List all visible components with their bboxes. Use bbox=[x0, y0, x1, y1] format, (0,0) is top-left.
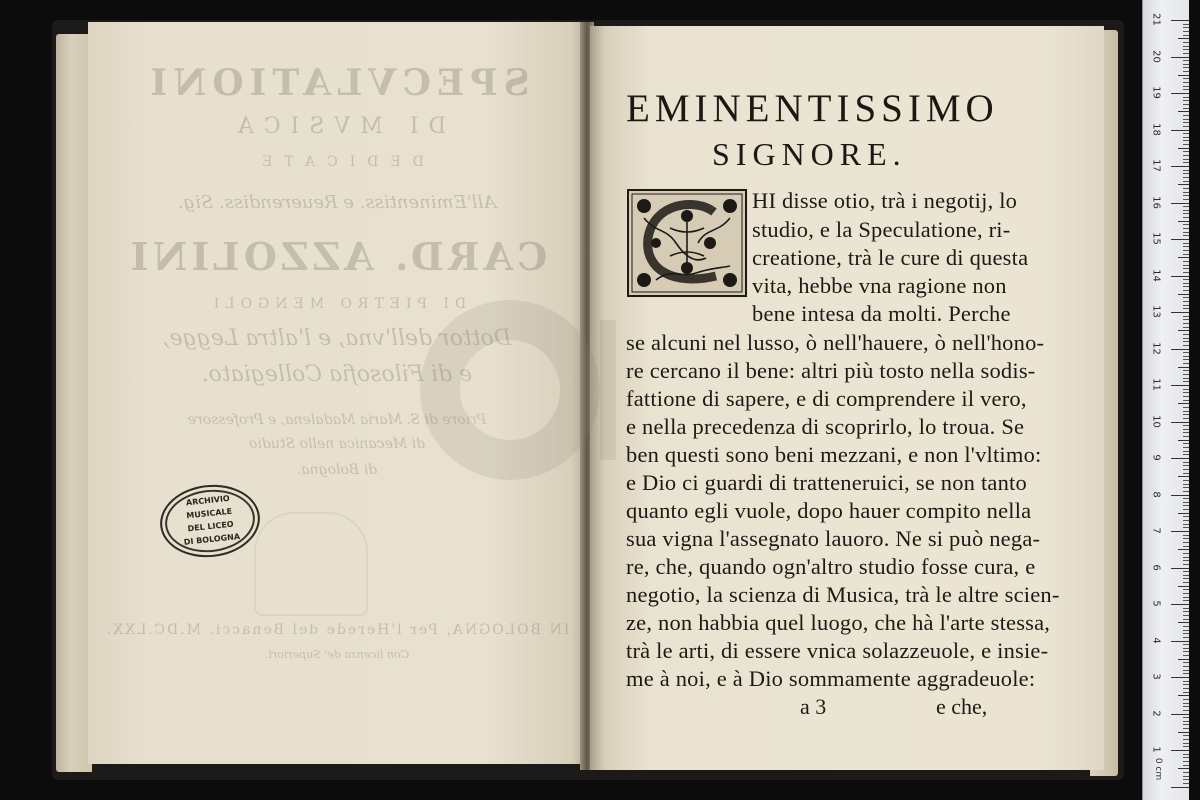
ruler-tick bbox=[1171, 239, 1189, 240]
ruler-tick bbox=[1183, 637, 1189, 638]
ruler-tick bbox=[1171, 531, 1189, 532]
ruler-tick bbox=[1183, 520, 1189, 521]
ruler-tick bbox=[1183, 232, 1189, 233]
ruler-tick bbox=[1183, 272, 1189, 273]
ruler-tick bbox=[1171, 714, 1189, 715]
measuring-ruler bbox=[1142, 0, 1189, 800]
ruler-number: 9 bbox=[1150, 454, 1162, 461]
ruler-tick bbox=[1178, 476, 1189, 477]
ruler-tick bbox=[1183, 681, 1189, 682]
ruler-number: 14 bbox=[1150, 268, 1162, 282]
ruler-tick bbox=[1183, 162, 1189, 163]
ruler-number: 12 bbox=[1150, 341, 1162, 355]
ruler-tick bbox=[1183, 509, 1189, 510]
ruler-tick bbox=[1183, 487, 1189, 488]
ruler-tick bbox=[1183, 24, 1189, 25]
ruler-number: 2 bbox=[1150, 709, 1162, 717]
ruler-tick bbox=[1183, 283, 1189, 284]
ruler-tick bbox=[1183, 772, 1189, 773]
ruler-tick bbox=[1183, 53, 1189, 54]
ruler-tick bbox=[1183, 765, 1189, 766]
ruler-tick bbox=[1183, 505, 1189, 506]
heading-eminentissimo: EMINENTISSIMO bbox=[626, 87, 999, 130]
ruler-tick bbox=[1183, 600, 1189, 601]
bleed-through-title-page: SPECVLATIONI DI MVSICA DEDICATE All'Eminentiss. e Reuerendiss. Sig. CARD. AZZOLINI DI PIETRO MENGOLI Dottor dell'vna, e l'altra Legge, e di Filosofia Collegiato. Priore di S. Maria Madalena, e Professore di Mecanica nello Studio di Bologna. IN BOLOGNA, Per l'Herede del Benacci. M.DC.LXX. Con licenza de' Superiori. bbox=[104, 62, 570, 661]
ruler-tick bbox=[1183, 593, 1189, 594]
ruler-number: 10 bbox=[1150, 414, 1162, 428]
ruler-tick bbox=[1178, 294, 1189, 295]
ruler-tick bbox=[1183, 443, 1189, 444]
ruler-tick bbox=[1183, 308, 1189, 309]
ruler-tick bbox=[1183, 743, 1189, 744]
ruler-tick bbox=[1183, 140, 1189, 141]
ruler-tick bbox=[1183, 27, 1189, 28]
ruler-tick bbox=[1183, 454, 1189, 455]
ruler-tick bbox=[1183, 301, 1189, 302]
ruler-tick bbox=[1183, 206, 1189, 207]
ruler-tick bbox=[1183, 754, 1189, 755]
ruler-tick bbox=[1183, 465, 1189, 466]
ruler-tick bbox=[1183, 323, 1189, 324]
ruler-tick bbox=[1183, 575, 1189, 576]
ruler-tick bbox=[1171, 787, 1189, 788]
ruler-tick bbox=[1183, 122, 1189, 123]
ruler-tick bbox=[1183, 334, 1189, 335]
ruler-tick bbox=[1183, 144, 1189, 145]
ruler-tick bbox=[1183, 757, 1189, 758]
ruler-tick bbox=[1183, 67, 1189, 68]
ruler-tick bbox=[1183, 648, 1189, 649]
ruler-tick bbox=[1183, 480, 1189, 481]
ruler-tick bbox=[1183, 776, 1189, 777]
ruler-tick bbox=[1183, 644, 1189, 645]
ruler-tick bbox=[1178, 38, 1189, 39]
ruler-tick bbox=[1178, 622, 1189, 623]
ruler-tick bbox=[1183, 192, 1189, 193]
ruler-tick bbox=[1183, 418, 1189, 419]
ruler-tick bbox=[1178, 221, 1189, 222]
ruler-tick bbox=[1171, 604, 1189, 605]
text-line: e Dio ci guardi di tratteneruici, se non tanto bbox=[626, 470, 1027, 495]
ruler-tick bbox=[1171, 57, 1189, 58]
ruler-tick bbox=[1171, 677, 1189, 678]
ruler-tick bbox=[1183, 177, 1189, 178]
ruler-tick bbox=[1183, 491, 1189, 492]
ruler-tick bbox=[1183, 100, 1189, 101]
ruler-tick bbox=[1171, 166, 1189, 167]
ruler-tick bbox=[1183, 137, 1189, 138]
ruler-tick bbox=[1183, 246, 1189, 247]
ruler-number: 19 bbox=[1150, 86, 1162, 99]
ruler-tick bbox=[1183, 338, 1189, 339]
decorated-initial-c bbox=[626, 188, 748, 298]
ruler-tick bbox=[1183, 688, 1189, 689]
ruler-tick bbox=[1183, 670, 1189, 671]
ruler-tick bbox=[1183, 666, 1189, 667]
ruler-tick bbox=[1183, 155, 1189, 156]
ruler-tick bbox=[1183, 265, 1189, 266]
text-line: creatione, trà le cure di questa bbox=[752, 245, 1029, 270]
ruler-tick bbox=[1183, 316, 1189, 317]
ruler-tick bbox=[1183, 363, 1189, 364]
ruler-tick bbox=[1183, 151, 1189, 152]
text-line: re, che, quando ogn'altro studio fosse cura, e bbox=[626, 554, 1036, 579]
text-line: studio, e la Speculatione, ri- bbox=[752, 217, 1011, 242]
stamp-line: MUSICALE bbox=[185, 506, 233, 521]
ruler-tick bbox=[1171, 568, 1189, 569]
ruler-tick bbox=[1171, 495, 1189, 496]
text-line: re cercano il bene: altri più tosto nella sodis- bbox=[626, 358, 1036, 383]
ruler-number: 5 bbox=[1150, 600, 1162, 607]
ruler-tick bbox=[1183, 739, 1189, 740]
ruler-number: 17 bbox=[1150, 159, 1162, 172]
ruler-tick bbox=[1183, 224, 1189, 225]
ruler-tick bbox=[1178, 513, 1189, 514]
ruler-tick bbox=[1183, 535, 1189, 536]
ruler-tick bbox=[1183, 78, 1189, 79]
ruler-tick bbox=[1183, 626, 1189, 627]
ruler-tick bbox=[1183, 557, 1189, 558]
ruler-tick bbox=[1183, 159, 1189, 160]
ruler-tick bbox=[1183, 126, 1189, 127]
ruler-tick bbox=[1178, 732, 1189, 733]
ruler-tick bbox=[1183, 261, 1189, 262]
ruler-tick bbox=[1183, 651, 1189, 652]
ruler-tick bbox=[1183, 414, 1189, 415]
stamp-line: DI BOLOGNA bbox=[183, 531, 241, 547]
ruler-tick bbox=[1183, 170, 1189, 171]
ruler-tick bbox=[1183, 64, 1189, 65]
stamp-line: DEL LICEO bbox=[187, 519, 235, 534]
heading-signore: SIGNORE. bbox=[712, 136, 907, 172]
ruler-tick bbox=[1183, 498, 1189, 499]
ruler-tick bbox=[1183, 133, 1189, 134]
ruler-tick bbox=[1183, 378, 1189, 379]
ruler-tick bbox=[1183, 279, 1189, 280]
ruler-tick bbox=[1183, 425, 1189, 426]
ruler-number: 6 bbox=[1150, 563, 1162, 571]
ruler-tick bbox=[1183, 381, 1189, 382]
ruler-tick bbox=[1183, 633, 1189, 634]
ruler-tick bbox=[1171, 312, 1189, 313]
ruler-tick bbox=[1183, 516, 1189, 517]
ruler-tick bbox=[1183, 181, 1189, 182]
ruler-number: 16 bbox=[1150, 195, 1162, 209]
ruler-tick bbox=[1183, 210, 1189, 211]
ruler-tick bbox=[1183, 710, 1189, 711]
ruler-tick bbox=[1183, 619, 1189, 620]
ruler-tick bbox=[1183, 400, 1189, 401]
ruler-tick bbox=[1178, 111, 1189, 112]
ruler-tick bbox=[1183, 352, 1189, 353]
ruler-tick bbox=[1183, 327, 1189, 328]
ruler-tick bbox=[1183, 655, 1189, 656]
ruler-tick bbox=[1183, 35, 1189, 36]
ruler-tick bbox=[1183, 546, 1189, 547]
ruler-tick bbox=[1183, 761, 1189, 762]
ruler-tick bbox=[1183, 673, 1189, 674]
ruler-tick bbox=[1178, 440, 1189, 441]
ruler-tick bbox=[1183, 560, 1189, 561]
ruler-tick bbox=[1183, 108, 1189, 109]
ruler-tick bbox=[1183, 254, 1189, 255]
ruler-tick bbox=[1183, 407, 1189, 408]
ruler-tick bbox=[1183, 286, 1189, 287]
ruler-tick bbox=[1183, 228, 1189, 229]
ruler-tick bbox=[1178, 148, 1189, 149]
text-line: me à noi, e à Dio sommamente aggradeuole: bbox=[626, 666, 1036, 691]
ruler-tick bbox=[1183, 46, 1189, 47]
ruler-tick bbox=[1171, 93, 1189, 94]
ruler-tick bbox=[1171, 349, 1189, 350]
ruler-tick bbox=[1183, 199, 1189, 200]
ruler-tick bbox=[1183, 524, 1189, 525]
ruler-tick bbox=[1183, 243, 1189, 244]
ruler-tick bbox=[1183, 662, 1189, 663]
text-line: trà le arti, di essere vnica solazzeuole, e insie- bbox=[626, 638, 1049, 663]
ruler-tick bbox=[1183, 86, 1189, 87]
ruler-tick bbox=[1171, 20, 1189, 21]
ruler-tick bbox=[1183, 356, 1189, 357]
ruler-tick bbox=[1178, 75, 1189, 76]
ruler-tick bbox=[1183, 484, 1189, 485]
ruler-tick bbox=[1183, 60, 1189, 61]
ruler-tick bbox=[1171, 641, 1189, 642]
ruler-tick bbox=[1183, 319, 1189, 320]
ruler-tick bbox=[1183, 721, 1189, 722]
catchword: e che, bbox=[936, 694, 988, 719]
ruler-tick bbox=[1183, 615, 1189, 616]
ruler-tick bbox=[1178, 659, 1189, 660]
ruler-tick bbox=[1183, 717, 1189, 718]
ruler-tick bbox=[1183, 389, 1189, 390]
ruler-number: 4 bbox=[1150, 636, 1162, 644]
ruler-tick bbox=[1183, 235, 1189, 236]
ruler-tick bbox=[1183, 82, 1189, 83]
ruler-tick bbox=[1183, 429, 1189, 430]
ruler-number: 11 bbox=[1150, 378, 1162, 391]
ruler-tick bbox=[1183, 436, 1189, 437]
ruler-tick bbox=[1183, 432, 1189, 433]
ruler-tick bbox=[1171, 385, 1189, 386]
ruler-tick bbox=[1183, 411, 1189, 412]
ruler-tick bbox=[1183, 692, 1189, 693]
ruler-tick bbox=[1178, 549, 1189, 550]
ruler-tick bbox=[1171, 750, 1189, 751]
ruler-tick bbox=[1183, 305, 1189, 306]
ruler-tick bbox=[1178, 184, 1189, 185]
text-line: sua vigna l'assegnato lauoro. Ne si può nega- bbox=[626, 526, 1041, 551]
ruler-tick bbox=[1183, 104, 1189, 105]
text-line: HI disse otio, trà i negotij, lo bbox=[752, 188, 1018, 213]
ruler-tick bbox=[1183, 582, 1189, 583]
ruler-tick bbox=[1183, 173, 1189, 174]
ruler-tick bbox=[1183, 119, 1189, 120]
ruler-tick bbox=[1183, 469, 1189, 470]
ruler-number: 8 bbox=[1150, 490, 1162, 498]
ruler-tick bbox=[1171, 203, 1189, 204]
ruler-number: 13 bbox=[1150, 305, 1162, 318]
ruler-tick bbox=[1183, 250, 1189, 251]
stamp-line: ARCHIVIO bbox=[185, 493, 231, 508]
ruler-number: 20 bbox=[1150, 49, 1162, 63]
ruler-tick bbox=[1183, 571, 1189, 572]
ruler-unit-label: 0 cm bbox=[1153, 757, 1164, 781]
ruler-tick bbox=[1183, 611, 1189, 612]
ruler-tick bbox=[1183, 553, 1189, 554]
ruler-tick bbox=[1183, 359, 1189, 360]
text-line: se alcuni nel lusso, ò nell'hauere, ò nell'hono- bbox=[626, 330, 1045, 355]
ruler-tick bbox=[1183, 392, 1189, 393]
ruler-tick bbox=[1183, 527, 1189, 528]
ruler-tick bbox=[1183, 42, 1189, 43]
ruler-tick bbox=[1183, 297, 1189, 298]
ruler-tick bbox=[1171, 130, 1189, 131]
ruler-number: 3 bbox=[1150, 673, 1162, 680]
ruler-tick bbox=[1183, 447, 1189, 448]
ruler-tick bbox=[1183, 630, 1189, 631]
ruler-tick bbox=[1183, 89, 1189, 90]
ruler-tick bbox=[1183, 374, 1189, 375]
ruler-tick bbox=[1183, 735, 1189, 736]
ruler-number: 1 bbox=[1150, 746, 1162, 753]
ruler-tick bbox=[1183, 370, 1189, 371]
ruler-tick bbox=[1183, 195, 1189, 196]
text-line: ben questi sono beni mezzani, e non l'vltimo: bbox=[626, 442, 1042, 467]
ruler-number: 15 bbox=[1150, 232, 1162, 245]
ruler-tick bbox=[1183, 115, 1189, 116]
ruler-tick bbox=[1183, 728, 1189, 729]
ruler-tick bbox=[1171, 422, 1189, 423]
ruler-number: 18 bbox=[1150, 122, 1162, 136]
ruler-tick bbox=[1183, 699, 1189, 700]
signature-mark: a 3 bbox=[800, 694, 827, 719]
ruler-tick bbox=[1178, 330, 1189, 331]
ruler-tick bbox=[1183, 71, 1189, 72]
ruler-tick bbox=[1183, 451, 1189, 452]
text-line: quanto egli vuole, dopo hauer compito nella bbox=[626, 498, 1032, 523]
ruler-tick bbox=[1183, 724, 1189, 725]
ruler-tick bbox=[1183, 473, 1189, 474]
ruler-tick bbox=[1183, 217, 1189, 218]
ruler-tick bbox=[1183, 341, 1189, 342]
ruler-tick bbox=[1183, 97, 1189, 98]
ruler-tick bbox=[1183, 31, 1189, 32]
left-page-edges bbox=[56, 34, 92, 772]
ruler-tick bbox=[1183, 597, 1189, 598]
text-line: bene intesa da molti. Perche bbox=[752, 301, 1011, 326]
text-line: fattione di sapere, e di comprendere il vero, bbox=[626, 386, 1027, 411]
ruler-number: 21 bbox=[1150, 13, 1162, 26]
ruler-tick bbox=[1178, 403, 1189, 404]
ruler-tick bbox=[1183, 783, 1189, 784]
ruler-tick bbox=[1183, 268, 1189, 269]
text-line: ze, non habbia quel luogo, che hà l'arte stessa, bbox=[626, 610, 1051, 635]
ruler-tick bbox=[1183, 188, 1189, 189]
ruler-tick bbox=[1178, 257, 1189, 258]
ruler-tick bbox=[1183, 703, 1189, 704]
ruler-tick bbox=[1183, 589, 1189, 590]
ruler-tick bbox=[1183, 779, 1189, 780]
ruler-tick bbox=[1171, 458, 1189, 459]
text-line: e nella precedenza di scoprirlo, lo troua. Se bbox=[626, 414, 1025, 439]
ruler-tick bbox=[1178, 586, 1189, 587]
ruler-tick bbox=[1183, 462, 1189, 463]
ruler-tick bbox=[1183, 542, 1189, 543]
ruler-tick bbox=[1183, 502, 1189, 503]
text-line: vita, hebbe vna ragione non bbox=[752, 273, 1007, 298]
ruler-number: 7 bbox=[1150, 527, 1162, 534]
ruler-tick bbox=[1183, 684, 1189, 685]
ruler-tick bbox=[1183, 706, 1189, 707]
ruler-tick bbox=[1183, 345, 1189, 346]
text-line: negotio, la scienza di Musica, trà le altre scien- bbox=[626, 582, 1060, 607]
ruler-tick bbox=[1183, 578, 1189, 579]
ruler-tick bbox=[1178, 367, 1189, 368]
ruler-tick bbox=[1178, 695, 1189, 696]
ruler-tick bbox=[1183, 213, 1189, 214]
ruler-tick bbox=[1183, 49, 1189, 50]
ruler-tick bbox=[1183, 396, 1189, 397]
ruler-tick bbox=[1183, 746, 1189, 747]
ruler-tick bbox=[1178, 768, 1189, 769]
ruler-tick bbox=[1183, 538, 1189, 539]
ruler-tick bbox=[1171, 276, 1189, 277]
ruler-tick bbox=[1183, 608, 1189, 609]
ruler-tick bbox=[1183, 290, 1189, 291]
ruler-tick bbox=[1183, 564, 1189, 565]
